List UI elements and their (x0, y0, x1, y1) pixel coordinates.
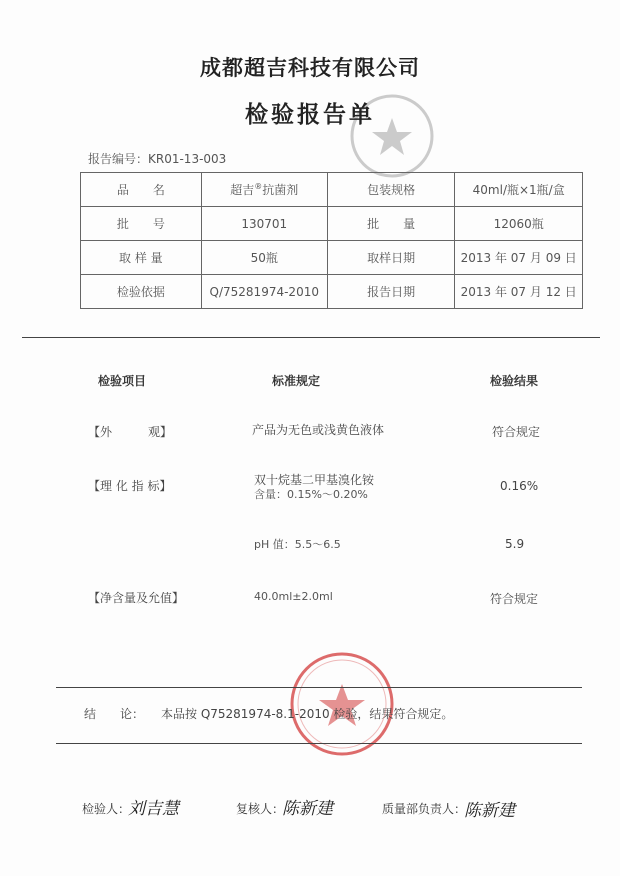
table-row (81, 207, 583, 241)
table-row (81, 173, 583, 207)
inspector-signature: 刘吉慧 (128, 799, 179, 819)
table-row (81, 241, 583, 275)
batch-no-value: 130701 (201, 207, 327, 241)
product-info-table (80, 172, 583, 309)
net-content-item: 【净含量及允值】 (88, 591, 185, 605)
appearance-result: 符合规定 (492, 425, 541, 439)
report-date-label: 报告日期 (327, 275, 455, 309)
basis-label: 检验依据 (81, 275, 202, 309)
divider-middle (56, 687, 582, 688)
package-label: 包装规格 (327, 173, 455, 207)
ph-result: 5.9 (505, 537, 525, 551)
physchem-standard-line1: 双十烷基二甲基溴化铵 (254, 473, 375, 487)
basis-value: Q/75281974-2010 (201, 275, 327, 309)
physchem-item: 【理 化 指 标】 (88, 479, 172, 493)
header-result: 检验结果 (490, 374, 539, 388)
header-item: 检验项目 (98, 374, 147, 388)
appearance-item: 【外 观】 (88, 425, 173, 439)
batch-qty-value: 12060瓶 (455, 207, 583, 241)
appearance-standard: 产品为无色或浅黄色液体 (252, 423, 385, 437)
report-date-value: 2013 年 07 月 12 日 (455, 275, 583, 309)
registered-mark: ® (254, 182, 263, 191)
batch-no-label: 批 号 (81, 207, 202, 241)
product-value (201, 173, 327, 207)
product-label: 品 名 (81, 173, 202, 207)
ph-standard: pH 值：5.5～6.5 (254, 538, 341, 551)
report-number: 报告编号：KR01-13-003 (88, 152, 227, 166)
batch-qty-label: 批 量 (327, 207, 455, 241)
physchem-result: 0.16% (500, 479, 539, 493)
conclusion-label: 结 论： (84, 707, 145, 721)
package-value: 40ml/瓶×1瓶/盒 (455, 173, 583, 207)
divider-top (22, 337, 600, 338)
reviewer-signature: 陈新建 (282, 799, 333, 819)
sample-date-label: 取样日期 (327, 241, 455, 275)
product-name: 抗菌剂 (262, 183, 299, 197)
divider-bottom (56, 743, 582, 744)
header-standard: 标准规定 (272, 374, 321, 388)
reviewer-label: 复核人： (236, 802, 285, 816)
report-title: 检验报告单 (245, 102, 375, 128)
qa-manager-signature: 陈新建 (464, 801, 515, 821)
net-content-result: 符合规定 (490, 592, 539, 606)
conclusion-text: 本品按 Q75281974-8.1-2010 检验，结果符合规定。 (161, 707, 454, 721)
product-brand: 超吉 (230, 183, 255, 197)
sample-qty-label: 取 样 量 (81, 241, 202, 275)
qa-manager-label: 质量部负责人： (382, 802, 467, 816)
sample-date-value: 2013 年 07 月 09 日 (455, 241, 583, 275)
net-content-standard: 40.0ml±2.0ml (254, 590, 333, 603)
physchem-standard-line2: 含量：0.15%～0.20% (254, 488, 368, 501)
inspector-label: 检验人： (82, 802, 131, 816)
table-row (81, 275, 583, 309)
sample-qty-value: 50瓶 (201, 241, 327, 275)
company-name: 成都超吉科技有限公司 (200, 56, 420, 80)
